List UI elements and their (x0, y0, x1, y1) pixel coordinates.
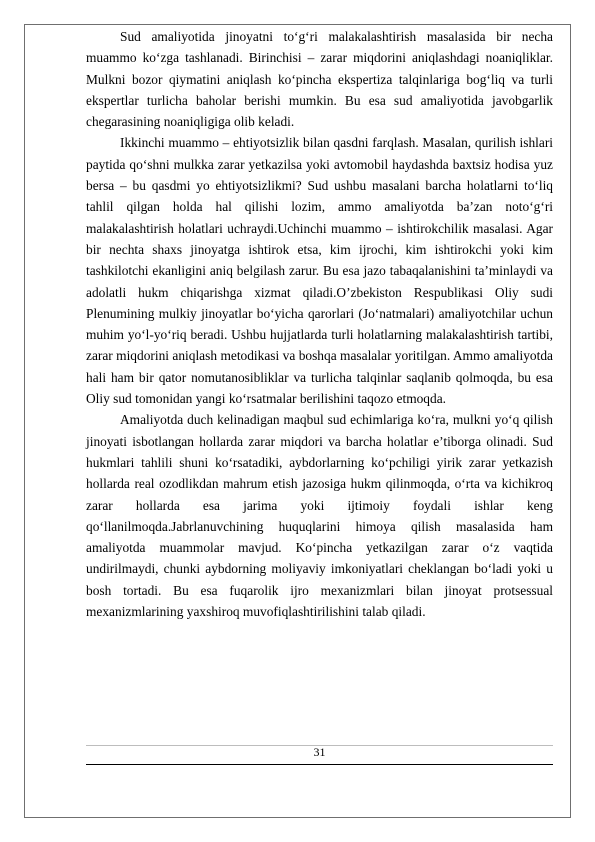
footer-top-rule (86, 745, 553, 746)
paragraph-2: Ikkinchi muammo – ehtiyotsizlik bilan qasdni farqlash. Masalan, qurilish ishlari paytida qo‘shni mulkka zarar yetkazilsa yoki avtomobil haydashda baxtsiz hodisa yuz bersa – bu qasdmi yo ehtiyotsizlikmi? Sud ushbu masalani barcha holatlarni to‘liq tahlil qilgan holda hal qilishi lozim, ammo amaliyotda ba’zan noto‘g‘ri malakalashtirish holatlari uchraydi.Uchinchi muammo – ishtirokchilik masalasi. Agar bir nechta shaxs jinoyatga ishtirok etsa, kim ijrochi, kim ishtirokchi yoki kim tashkilotchi ekanligini aniq belgilash zarur. Bu esa jazo tabaqalanishini ta’minlaydi va adolatli hukm chiqarishga xizmat qiladi.O’zbekiston Respublikasi Oliy sudi Plenumining mulkiy jinoyatlar bo‘yicha qarorlari (Jo‘natmalari) amaliyotchilar uchun muhim yo‘l-yo‘riq beradi. Ushbu hujjatlarda turli holatlarning malakalashtirish tartibi, zarar miqdorini aniqlash metodikasi va boshqa masalalar yoritilgan. Ammo amaliyotda hali ham bir qator nomutanosibliklar va turlicha talqinlar saqlanib qolmoqda, bu esa Oliy sud tomonidan yangi ko‘rsatmalar berilishini taqozo etmoqda. (86, 135, 553, 407)
paragraph-3: Amaliyotda duch kelinadigan maqbul sud echimlariga ko‘ra, mulkni yo‘q qilish jinoyati isbotlangan hollarda zarar miqdori va barcha holatlar e’tiborga olinadi. Sud hukmlari tahlili shuni ko‘rsatadiki, aybdorlarning ko‘pchiligi yirik zarar yetkazish hollarda real ozodlikdan mahrum etish jazosiga hukm qilinmoqda, o‘rta va kichikroq zarar hollarda esa jarima yoki ijtimoiy foydali ishlar keng qo‘llanilmoqda.Jabrlanuvchining huquqlarini himoya qilish masalasida ham amaliyotda muammolar mavjud. Ko‘pincha yetkazilgan zarar o‘z vaqtida undirilmaydi, chunki aybdorning moliyaviy imkoniyatlari cheklangan bo‘ladi yoki u bosh tortadi. Bu esa fuqarolik ijro mexanizmlari bilan jinoyat protsessual mexanizmlarining yaxshiroq muvofiqlashtirilishini talab qiladi. (86, 412, 553, 620)
paragraph-1: Sud amaliyotida jinoyatni to‘g‘ri malakalashtirish masalasida bir necha muammo ko‘zga tashlanadi. Birinchisi – zarar miqdorini aniqlashdagi noaniqliklar. Mulkni bozor qiymatini aniqlash ko‘pincha ekspertiza talqinlariga bog‘liq va turli ekspertlar turlicha baholar berishi mumkin. Bu esa sud amaliyotida javobgarlik chegarasining noaniqligiga olib keladi. (86, 29, 553, 130)
page-number: 31 (313, 745, 326, 759)
page-footer (86, 745, 553, 765)
footer-rule (86, 764, 553, 765)
body-text (86, 26, 553, 622)
